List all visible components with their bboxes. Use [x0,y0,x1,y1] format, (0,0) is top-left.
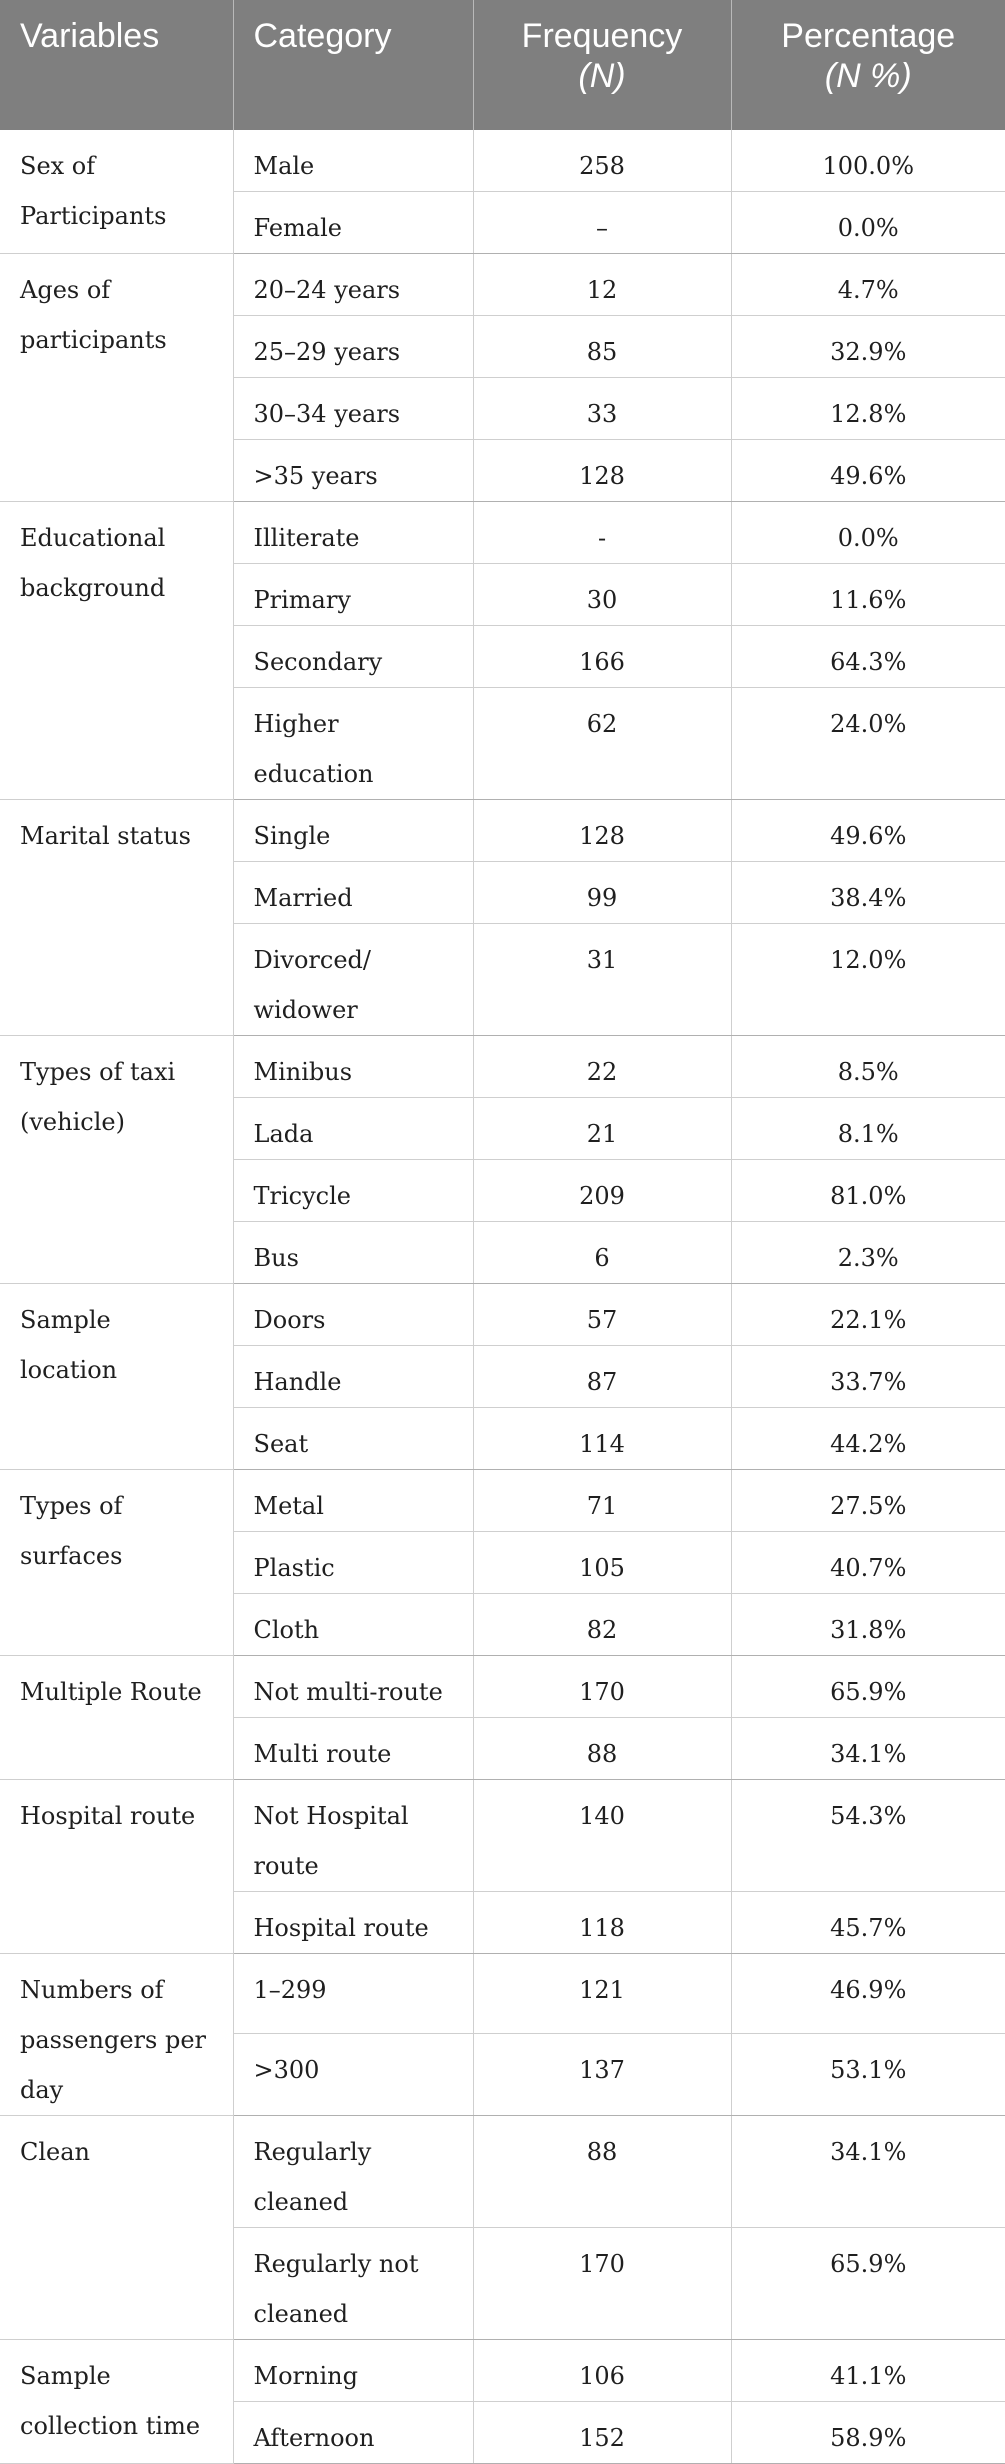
category-cell: Divorced/ widower [233,924,473,1036]
variable-cell [0,1036,233,1284]
percentage-cell: 34.1% [731,1718,1005,1780]
header-frequency-label: Frequency [521,17,683,55]
table-row [0,130,1005,192]
variable-label: Ages of participants [20,276,167,354]
frequency-cell: 71 [473,1470,731,1532]
frequency-cell: 170 [473,2228,731,2340]
category-cell: Single [233,800,473,862]
percentage-cell: 32.9% [731,316,1005,378]
percentage-cell: 49.6% [731,800,1005,862]
category-cell: Not Hospital route [233,1780,473,1892]
frequency-cell: 152 [473,2402,731,2464]
percentage-cell: 53.1% [731,2033,1005,2115]
frequency-cell: 31 [473,924,731,1036]
variable-cell [0,1470,233,1656]
category-cell: Minibus [233,1036,473,1098]
percentage-cell: 11.6% [731,564,1005,626]
frequency-cell: 88 [473,1718,731,1780]
variable-cell [0,254,233,502]
frequency-cell: 30 [473,564,731,626]
table-row [0,1470,1005,1532]
percentage-cell: 4.7% [731,254,1005,316]
category-cell: Cloth [233,1594,473,1656]
percentage-cell: 49.6% [731,440,1005,502]
frequency-cell: - [473,502,731,564]
table-body [0,130,1005,2464]
frequency-cell: 33 [473,378,731,440]
frequency-cell: 140 [473,1780,731,1892]
frequency-cell: 121 [473,1954,731,2034]
variable-label: Sex of Participants [20,152,167,230]
frequency-cell: 21 [473,1098,731,1160]
percentage-cell: 38.4% [731,862,1005,924]
category-cell: Married [233,862,473,924]
frequency-cell: 128 [473,800,731,862]
frequency-cell: 6 [473,1222,731,1284]
category-cell: >300 [233,2033,473,2115]
variable-label: Multiple Route [20,1678,202,1706]
category-cell: Seat [233,1408,473,1470]
variable-cell [0,1656,233,1780]
category-cell: Tricycle [233,1160,473,1222]
header-percentage-sub: (N %) [824,57,912,95]
category-cell: Higher education [233,688,473,800]
percentage-cell: 8.5% [731,1036,1005,1098]
category-cell: Male [233,130,473,192]
percentage-cell: 65.9% [731,2228,1005,2340]
percentage-cell: 12.0% [731,924,1005,1036]
percentage-cell: 0.0% [731,502,1005,564]
frequency-cell: 137 [473,2033,731,2115]
percentage-cell: 12.8% [731,378,1005,440]
table-row [0,2116,1005,2228]
percentage-cell: 0.0% [731,192,1005,254]
frequency-cell: 170 [473,1656,731,1718]
category-cell: Multi route [233,1718,473,1780]
percentage-cell: 41.1% [731,2340,1005,2402]
variable-label: Numbers of passengers per day [20,1976,206,2104]
frequency-cell: 209 [473,1160,731,1222]
header-category: Category [233,0,473,130]
variable-cell [0,130,233,254]
percentage-cell: 58.9% [731,2402,1005,2464]
category-cell: Bus [233,1222,473,1284]
frequency-cell: – [473,192,731,254]
category-cell: Illiterate [233,502,473,564]
category-cell: Morning [233,2340,473,2402]
percentage-cell: 46.9% [731,1954,1005,2034]
percentage-cell: 34.1% [731,2116,1005,2228]
frequency-cell: 12 [473,254,731,316]
category-cell: 25–29 years [233,316,473,378]
category-cell: >35 years [233,440,473,502]
frequency-cell: 106 [473,2340,731,2402]
table-row [0,1656,1005,1718]
table-row [0,254,1005,316]
header-variables: Variables [0,0,233,130]
percentage-cell: 81.0% [731,1160,1005,1222]
header-percentage-label: Percentage [781,17,956,55]
variable-label: Sample location [20,1306,118,1384]
percentage-cell: 65.9% [731,1656,1005,1718]
percentage-cell: 27.5% [731,1470,1005,1532]
frequency-cell: 258 [473,130,731,192]
variable-cell [0,1284,233,1470]
category-cell: Metal [233,1470,473,1532]
frequency-cell: 85 [473,316,731,378]
percentage-cell: 45.7% [731,1892,1005,1954]
percentage-cell: 44.2% [731,1408,1005,1470]
category-cell: Primary [233,564,473,626]
frequency-cell: 82 [473,1594,731,1656]
variable-cell [0,1954,233,2116]
category-cell: Plastic [233,1532,473,1594]
table-row [0,1954,1005,2034]
category-cell: Regularly not cleaned [233,2228,473,2340]
frequency-cell: 166 [473,626,731,688]
category-cell: Not multi-route [233,1656,473,1718]
category-cell: Female [233,192,473,254]
table-row [0,1284,1005,1346]
variable-label: Types of surfaces [20,1492,123,1570]
header-row [0,0,1005,130]
category-cell: Secondary [233,626,473,688]
variable-label: Marital status [20,822,191,850]
frequency-cell: 88 [473,2116,731,2228]
percentage-cell: 22.1% [731,1284,1005,1346]
category-cell: Afternoon [233,2402,473,2464]
category-cell: Doors [233,1284,473,1346]
table-row [0,502,1005,564]
percentage-cell: 31.8% [731,1594,1005,1656]
header-percentage [731,0,1005,130]
variable-label: Educational background [20,524,166,602]
variable-cell [0,502,233,800]
table-row [0,1036,1005,1098]
frequency-cell: 105 [473,1532,731,1594]
percentage-cell: 54.3% [731,1780,1005,1892]
percentage-cell: 2.3% [731,1222,1005,1284]
variable-label: Types of taxi (vehicle) [20,1058,176,1136]
percentage-cell: 64.3% [731,626,1005,688]
variable-label: Clean [20,2138,91,2166]
frequency-cell: 118 [473,1892,731,1954]
frequency-cell: 22 [473,1036,731,1098]
variable-cell [0,1780,233,1954]
percentage-cell: 40.7% [731,1532,1005,1594]
percentage-cell: 24.0% [731,688,1005,800]
header-frequency-sub: (N) [578,57,626,95]
category-cell: Lada [233,1098,473,1160]
table-row [0,1780,1005,1892]
category-cell: Regularly cleaned [233,2116,473,2228]
table-row [0,2340,1005,2402]
category-cell: Hospital route [233,1892,473,1954]
variable-cell [0,2116,233,2340]
category-cell: 20–24 years [233,254,473,316]
percentage-cell: 8.1% [731,1098,1005,1160]
frequency-cell: 62 [473,688,731,800]
variable-cell [0,2340,233,2464]
frequency-cell: 128 [473,440,731,502]
variable-cell [0,800,233,1036]
category-cell: 1–299 [233,1954,473,2034]
variable-label: Sample collection time [20,2362,201,2440]
header-frequency [473,0,731,130]
category-cell: Handle [233,1346,473,1408]
percentage-cell: 100.0% [731,130,1005,192]
table-row [0,800,1005,862]
frequency-cell: 99 [473,862,731,924]
variable-label: Hospital route [20,1802,196,1830]
percentage-cell: 33.7% [731,1346,1005,1408]
frequency-cell: 87 [473,1346,731,1408]
frequency-cell: 57 [473,1284,731,1346]
table-header [0,0,1005,130]
category-cell: 30–34 years [233,378,473,440]
frequency-cell: 114 [473,1408,731,1470]
